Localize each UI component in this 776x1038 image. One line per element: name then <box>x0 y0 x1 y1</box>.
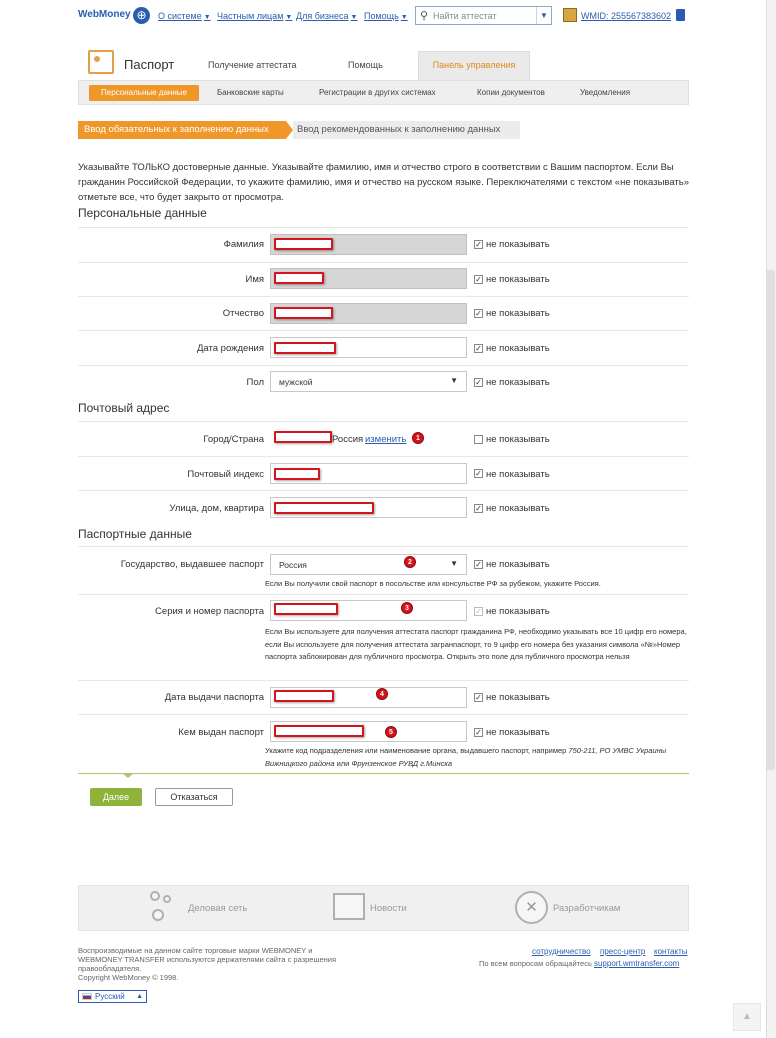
certificate-icon <box>563 8 577 22</box>
hide-patronymic-checkbox[interactable]: ✓ <box>475 309 482 318</box>
divider <box>78 330 689 331</box>
business-network-icon <box>152 909 164 921</box>
redaction-box <box>274 603 338 615</box>
nav-about[interactable] <box>158 11 211 21</box>
footer-link-contacts[interactable]: контакты <box>654 947 688 956</box>
hide-label: не показывать <box>486 239 550 250</box>
redaction-box <box>274 690 334 702</box>
redaction-box <box>274 238 333 250</box>
hide-series-checkbox: ✓ <box>475 607 482 616</box>
chevron-down-icon: ▼ <box>450 376 458 385</box>
support-text: По всем вопросам обращайтесь <box>479 959 592 968</box>
scrollbar-thumb[interactable] <box>767 270 775 770</box>
hide-label: не показывать <box>486 343 550 354</box>
series-hint: Если Вы используете для получения аттестата паспорт гражданина РФ, необходимо указывать все 10 цифр его номера, если Вы используете для получения аттестата загранпаспорт, то 9 цифр его номера без указания символа «№»Номер паспорта заблокирован для публичного просмотра. Открыть это поле для публичного просмотра нельзя <box>265 627 687 661</box>
search-input[interactable] <box>415 6 552 25</box>
patronymic-label: Отчество <box>222 308 264 319</box>
hint-example: 750-211, РО УМВС Украины Вижницкого района <box>265 746 667 768</box>
tab-control-panel[interactable]: Панель управления <box>418 51 530 80</box>
subtab-personal-data[interactable]: Персональные данные <box>89 85 199 101</box>
redaction-box <box>274 307 333 319</box>
subtab-document-copies[interactable]: Копии документов <box>477 88 545 97</box>
hint-text: или <box>334 758 352 768</box>
chevron-down-icon: ▼ <box>285 14 293 21</box>
hide-issuer-state-checkbox[interactable]: ✓ <box>475 560 482 569</box>
nav-personal[interactable] <box>217 11 292 21</box>
step-arrow <box>286 121 293 139</box>
gender-label: Пол <box>246 377 264 388</box>
hide-label: не показывать <box>486 559 550 570</box>
issuer-state-value: Россия <box>279 560 307 570</box>
search-placeholder: Найти аттестат <box>433 11 497 21</box>
copyright-line: Copyright WebMoney © 1998. <box>78 973 179 982</box>
hide-label: не показывать <box>486 274 550 285</box>
issued-by-hint <box>265 745 690 770</box>
footer-developers[interactable]: Разработчикам <box>553 903 621 914</box>
hide-label: не показывать <box>486 503 550 514</box>
street-label: Улица, дом, квартира <box>169 503 264 514</box>
flag-icon <box>82 993 92 1000</box>
chevron-down-icon: ▼ <box>350 14 358 21</box>
intro-text: Указывайте ТОЛЬКО достоверные данные. Указывайте фамилию, имя и отчество строго в соответствии с Вашим паспортом. Если Вы гражданин Российской Федерации, то укажите фамилию, имя и отчество на русском языке. Переключателями с текстом «не показывать» отметьте все, что будет закрыто от просмотра. <box>78 162 690 203</box>
gender-select[interactable] <box>270 371 467 392</box>
language-select[interactable] <box>78 990 147 1003</box>
business-network-icon <box>163 895 171 903</box>
nav-business-label: Для бизнеса <box>296 11 349 21</box>
annotation-badge: 1 <box>412 432 424 444</box>
city-country-value: Россия <box>332 434 364 445</box>
footer-business-network[interactable]: Деловая сеть <box>188 903 248 914</box>
section-passport: Паспортные данные <box>78 527 192 541</box>
hide-city-checkbox[interactable] <box>474 435 483 444</box>
annotation-badge: 4 <box>376 688 388 700</box>
subtab-bank-cards[interactable]: Банковские карты <box>217 88 284 97</box>
zip-label: Почтовый индекс <box>187 469 264 480</box>
divider <box>78 456 689 457</box>
hint-example: Фрунзенское РУВД г.Минска <box>351 758 453 768</box>
chevron-down-icon: ▼ <box>203 14 211 21</box>
hint-text: Укажите код подразделения или наименование органа, выдавшего паспорт, например <box>265 746 569 755</box>
redaction-box <box>274 725 364 737</box>
subtab-notifications[interactable]: Уведомления <box>580 88 631 97</box>
passport-icon <box>88 50 114 74</box>
hide-label: не показывать <box>486 727 550 738</box>
subtab-other-systems[interactable]: Регистрации в других системах <box>319 88 436 97</box>
nav-personal-label: Частным лицам <box>217 11 284 21</box>
nav-about-label: О системе <box>158 11 202 21</box>
redaction-box <box>274 431 332 443</box>
chevron-down-icon[interactable]: ▼ <box>536 7 551 24</box>
divider <box>78 490 689 491</box>
business-network-icon <box>150 891 160 901</box>
webmoney-logo[interactable]: WebMoney <box>78 9 131 20</box>
divider <box>78 365 689 366</box>
hide-issued-by-checkbox[interactable]: ✓ <box>475 728 482 737</box>
tab-help[interactable]: Помощь <box>348 60 383 70</box>
issuer-state-select[interactable] <box>270 554 467 575</box>
name-label: Имя <box>245 274 264 285</box>
divider <box>78 546 689 547</box>
cancel-button[interactable]: Отказаться <box>155 788 233 806</box>
issue-date-label: Дата выдачи паспорта <box>164 692 264 703</box>
hide-zip-checkbox[interactable]: ✓ <box>475 469 482 478</box>
page-title: Паспорт <box>124 57 175 72</box>
city-change-link[interactable]: изменить <box>365 434 407 445</box>
city-label: Город/Страна <box>203 434 264 445</box>
hide-label: не показывать <box>486 606 550 617</box>
footer-link-cooperation[interactable]: сотрудничество <box>532 947 591 956</box>
redaction-box <box>274 272 324 284</box>
issuer-state-hint: Если Вы получили свой паспорт в посольстве или консульстве РФ за рубежом, укажите Россия. <box>265 579 601 588</box>
chevron-down-icon: ▼ <box>450 559 458 568</box>
language-label: Русский <box>95 992 125 1001</box>
copyright-line: Воспроизводимые на данном сайте торговые марки WEBMONEY и WEBMONEY TRANSFER используются держателями сайта с разрешения правообладателя. <box>78 946 337 973</box>
hide-surname-checkbox[interactable]: ✓ <box>475 240 482 249</box>
redaction-box <box>274 342 336 354</box>
annotation-badge: 3 <box>401 602 413 614</box>
divider <box>78 421 689 422</box>
form-divider-arrow <box>122 773 134 778</box>
hide-name-checkbox[interactable]: ✓ <box>475 275 482 284</box>
divider <box>78 714 689 715</box>
divider <box>78 227 689 228</box>
annotation-badge: 5 <box>385 726 397 738</box>
birthdate-label: Дата рождения <box>196 343 264 354</box>
hide-gender-checkbox[interactable]: ✓ <box>475 378 482 387</box>
hide-label: не показывать <box>486 377 550 388</box>
tools-icon: ✕ <box>515 891 548 924</box>
support-link[interactable]: support.wmtransfer.com <box>593 959 680 968</box>
copyright-text <box>78 946 353 982</box>
logout-icon[interactable] <box>676 9 685 21</box>
hide-label: не показывать <box>486 692 550 703</box>
series-label: Серия и номер паспорта <box>155 606 264 617</box>
issuer-state-label: Государство, выдавшее паспорт <box>120 559 264 570</box>
globe-icon: ⊕ <box>133 7 150 24</box>
nav-help-label: Помощь <box>364 11 399 21</box>
step-recommended[interactable]: Ввод рекомендованных к заполнению данных <box>293 121 520 139</box>
footer-news[interactable]: Новости <box>370 903 407 914</box>
hide-label: не показывать <box>486 434 550 445</box>
footer-link-press[interactable]: пресс-центр <box>600 947 646 956</box>
divider <box>78 296 689 297</box>
surname-label: Фамилия <box>223 239 264 250</box>
gender-value: мужской <box>279 377 313 387</box>
support-line <box>479 959 679 968</box>
nav-help[interactable] <box>364 11 408 21</box>
next-button[interactable]: Далее <box>90 788 142 806</box>
redaction-box <box>274 468 320 480</box>
hide-issue-date-checkbox[interactable]: ✓ <box>475 693 482 702</box>
section-postal: Почтовый адрес <box>78 401 170 415</box>
redaction-box <box>274 502 374 514</box>
wmid-link[interactable]: WMID: 255567383602 <box>581 11 672 21</box>
divider <box>78 680 689 681</box>
chevron-down-icon: ▼ <box>400 14 408 21</box>
step-required[interactable]: Ввод обязательных к заполнению данных <box>78 121 286 139</box>
search-icon: ⚲ <box>420 10 429 22</box>
divider <box>78 262 689 263</box>
hide-street-checkbox[interactable]: ✓ <box>475 504 482 513</box>
news-icon <box>333 893 365 920</box>
hide-label: не показывать <box>486 469 550 480</box>
hide-label: не показывать <box>486 308 550 319</box>
issued-by-label: Кем выдан паспорт <box>178 727 264 738</box>
annotation-badge: 2 <box>404 556 416 568</box>
divider <box>78 594 689 595</box>
nav-business[interactable] <box>296 11 357 21</box>
hide-birthdate-checkbox[interactable]: ✓ <box>475 344 482 353</box>
chevron-up-icon: ▲ <box>136 993 143 1000</box>
section-personal: Персональные данные <box>78 206 207 220</box>
tab-get-certificate[interactable]: Получение аттестата <box>208 60 297 70</box>
scroll-to-top-button[interactable]: ▲ <box>733 1003 761 1031</box>
form-divider <box>78 773 689 774</box>
